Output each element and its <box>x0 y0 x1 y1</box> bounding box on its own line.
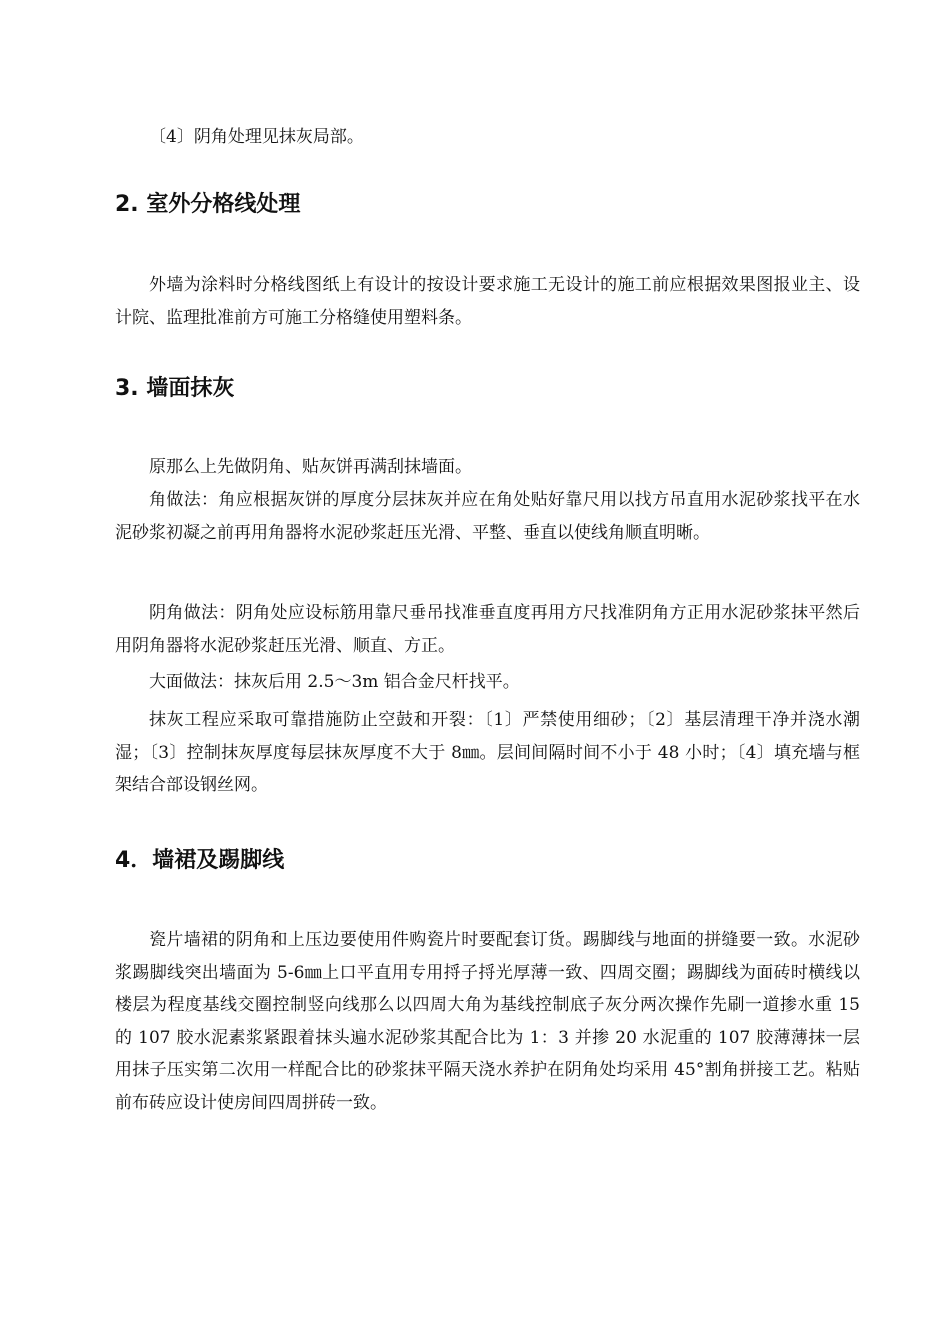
section-3-paragraph-1: 原那么上先做阴角、贴灰饼再满刮抹墙面。 <box>149 457 472 477</box>
section-2-heading: 2. 室外分格线处理 <box>115 192 301 217</box>
section-3-paragraph-4: 大面做法：抹灰后用 2.5～3m 铝合金尺杆找平。 <box>149 672 520 692</box>
intro-item-4: 〔4〕阴角处理见抹灰局部。 <box>149 127 364 147</box>
section-4-paragraph-1: 瓷片墙裙的阴角和上压边要使用件购瓷片时要配套订货。踢脚线与地面的拼缝要一致。水泥砂浆踢脚线突出墙面为 5-6㎜上口平直用专用捋子捋光厚薄一致、四周交圈；踢脚线为面砖时横线以楼层为程度基线交圈控制竖向线那么以四周大角为基线控制底子灰分两次操作先刷一道掺水重 15 的 107 胶水泥素浆紧跟着抹头遍水泥砂浆其配合比为 1：3 并掺 20 水泥重的 107 胶薄薄抹一层用抹子压实第二次用一样配合比的砂浆抹平隔天浇水养护在阴角处均采用 45°割角拼接工艺。粘贴前布砖应设计使房间四周拼砖一致。 <box>115 930 860 1113</box>
section-3-heading: 3. 墙面抹灰 <box>115 376 235 401</box>
section-4-heading: 4．墙裙及踢脚线 <box>115 848 285 873</box>
section-2-paragraph-1: 外墙为涂料时分格线图纸上有设计的按设计要求施工无设计的施工前应根据效果图报业主、设计院、监理批准前方可施工分格缝使用塑料条。 <box>115 275 860 328</box>
section-3-paragraph-5: 抹灰工程应采取可靠措施防止空鼓和开裂：〔1〕严禁使用细砂；〔2〕基层清理干净并浇水潮湿；〔3〕控制抹灰厚度每层抹灰厚度不大于 8㎜。层间间隔时间不小于 48 小时；〔4〕填充墙与框架结合部设钢丝网。 <box>115 710 860 795</box>
section-3-paragraph-3: 阴角做法：阴角处应设标筋用靠尺垂吊找准垂直度再用方尺找准阴角方正用水泥砂浆抹平然后用阴角器将水泥砂浆赶压光滑、顺直、方正。 <box>115 603 860 656</box>
section-3-paragraph-2: 角做法：角应根据灰饼的厚度分层抹灰并应在角处贴好靠尺用以找方吊直用水泥砂浆找平在水泥砂浆初凝之前再用角器将水泥砂浆赶压光滑、平整、垂直以使线角顺直明晰。 <box>115 490 860 543</box>
